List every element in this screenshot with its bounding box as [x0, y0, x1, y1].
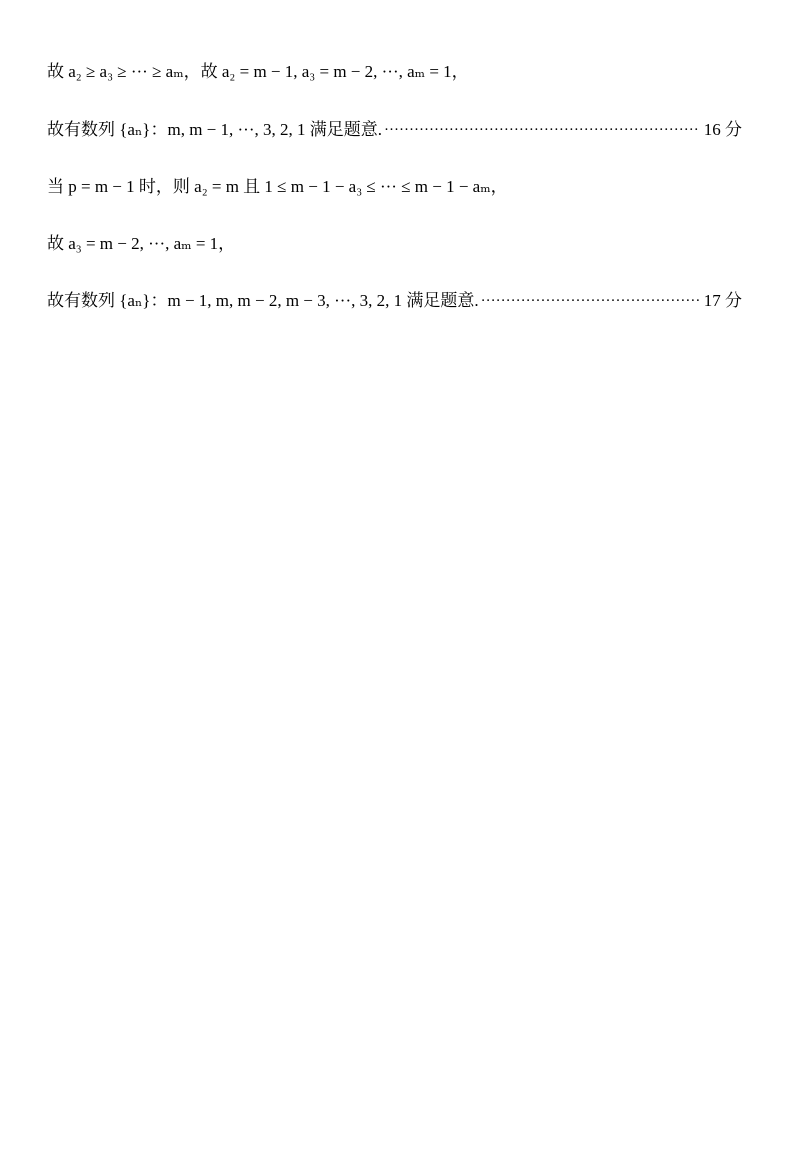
dotted-leader — [384, 115, 700, 145]
solution-line-1-text: 故 a₂ ≥ a₃ ≥ ··· ≥ aₘ，故 a₂ = m − 1, a₃ = m − 2, ···, aₘ = 1， — [47, 62, 469, 81]
solution-line-2 — [47, 115, 742, 145]
solution-line-5 — [47, 286, 742, 316]
solution-line-1 — [47, 57, 742, 87]
dotted-leader — [481, 286, 700, 316]
solution-line-4-text: 故 a₃ = m − 2, ···, aₘ = 1， — [47, 234, 236, 253]
solution-line-2-text: 故有数列 {aₙ}：m, m − 1, ···, 3, 2, 1 满足题意. — [47, 120, 382, 139]
score-label-16: 16 分 — [703, 120, 742, 139]
solution-line-3 — [47, 172, 742, 202]
solution-line-3-text: 当 p = m − 1 时，则 a₂ = m 且 1 ≤ m − 1 − a₃ ≤ ··· ≤ m − 1 − aₘ， — [47, 177, 508, 196]
score-label-17: 17 分 — [703, 291, 742, 310]
solution-line-4 — [47, 229, 742, 259]
solution-line-5-text: 故有数列 {aₙ}：m − 1, m, m − 2, m − 3, ···, 3, 2, 1 满足题意. — [47, 291, 479, 310]
